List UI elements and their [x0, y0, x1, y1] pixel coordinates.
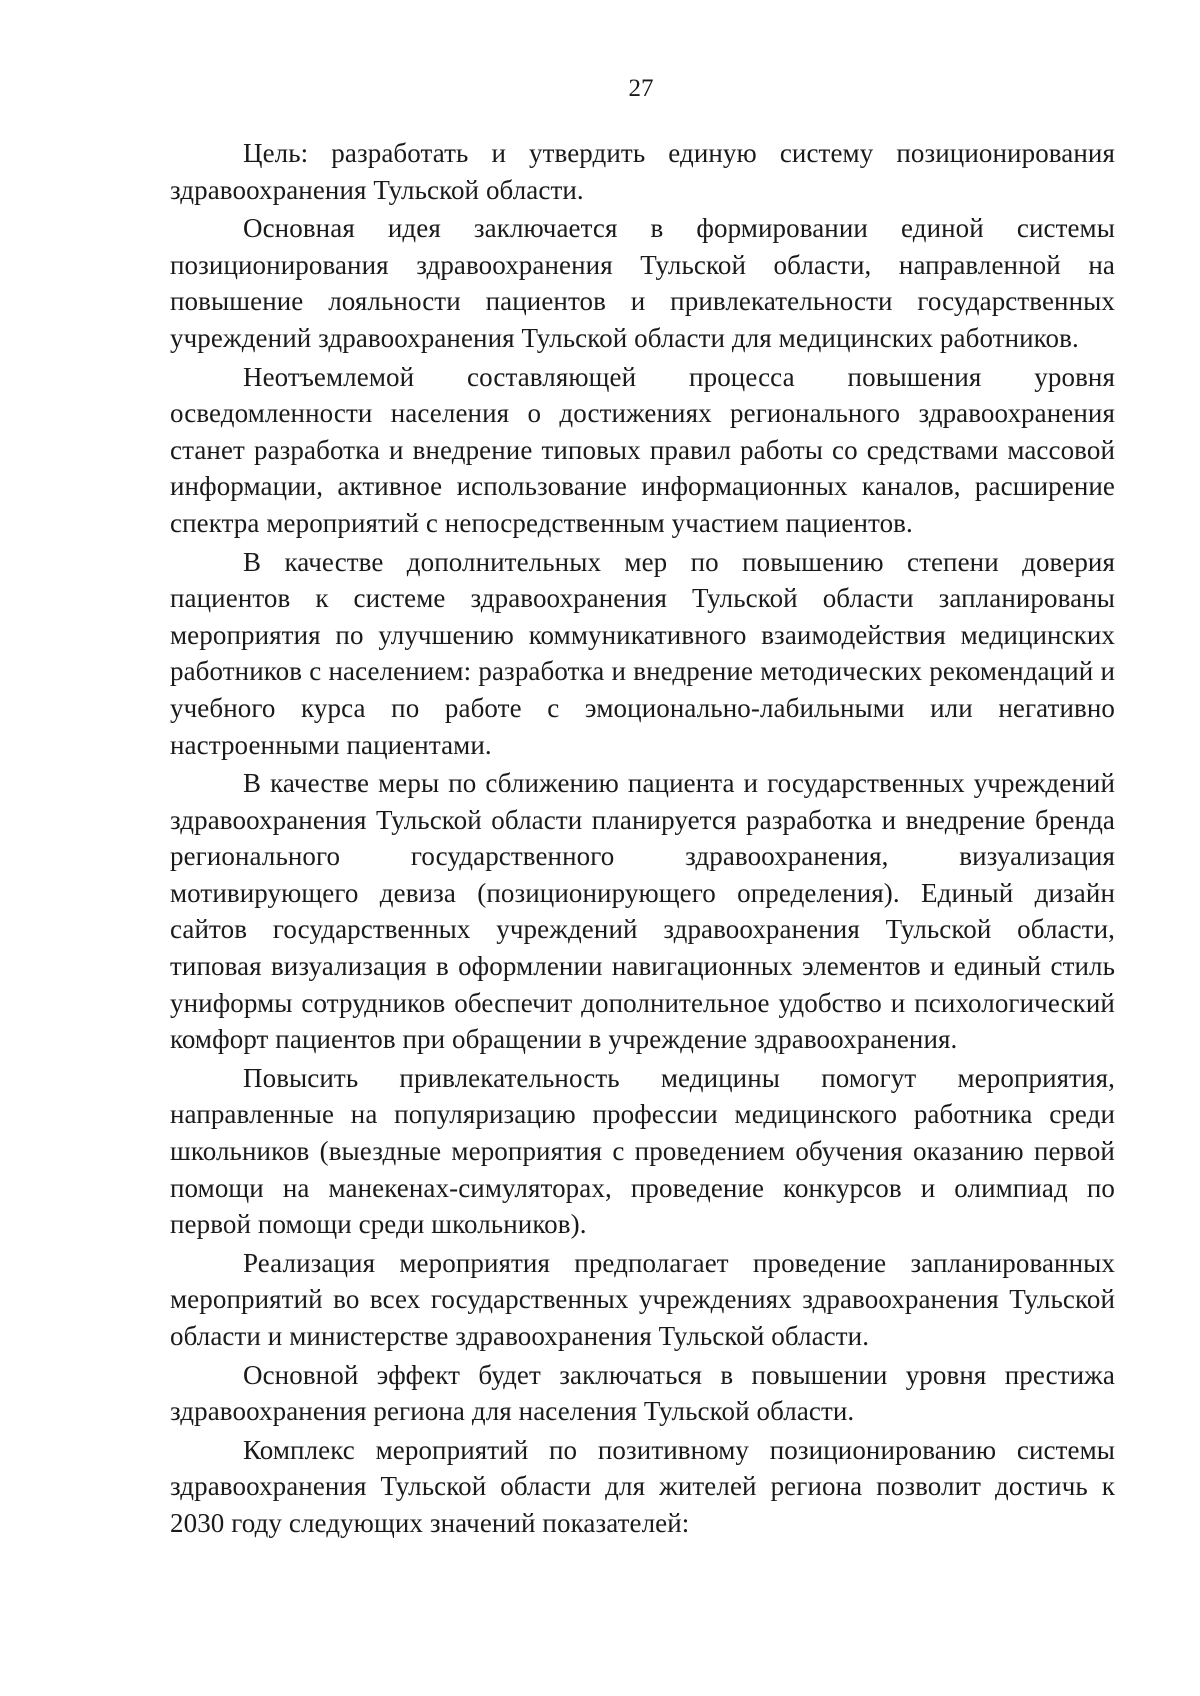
paragraph-awareness: Неотъемлемой составляющей процесса повышения уровня осведомленности населения о достижениях регионального здравоохранения станет разработка и внедрение типовых правил работы со средствами массовой информации, активное использование информационных каналов, расширение спектра мероприятий с непосредственным участием пациентов. — [170, 361, 1115, 538]
document-body — [170, 135, 1115, 1544]
paragraph-goal: Цель: разработать и утвердить единую систему позиционирования здравоохранения Тульской области. — [170, 138, 1115, 205]
paragraph-main-idea: Основная идея заключается в формировании единой системы позиционирования здравоохранения Тульской области, направленной на повышение лояльности пациентов и привлекательности государственных учреждений здравоохранения Тульской области для медицинских работников. — [170, 213, 1115, 353]
paragraph-attractiveness: Повысить привлекательность медицины помогут мероприятия, направленные на популяризацию профессии медицинского работника среди школьников (выездные мероприятия с проведением обучения оказанию первой помощи на манекенах-симуляторах, проведение конкурсов и олимпиад по первой помощи среди школьников). — [170, 1062, 1115, 1240]
paragraph-trust-measures: В качестве дополнительных мер по повышению степени доверия пациентов к системе здравоохранения Тульской области запланированы мероприятия по улучшению коммуникативного взаимодействия медицинских работников с населением: разработка и внедрение методических рекомендаций и учебного курса по работе с эмоционально-лабильными или негативно настроенными пациентами. — [170, 546, 1115, 760]
paragraph-branding: В качестве меры по сближению пациента и государственных учреждений здравоохранения Тульской области планируется разработка и внедрение бренда регионального государственного здравоохранения, визуализация мотивирующего девиза (позиционирующего определения). Единый дизайн сайтов государственных учреждений здравоохранения Тульской области, типовая визуализация в оформлении навигационных элементов и единый стиль униформы сотрудников обеспечит дополнительное удобство и психологический комфорт пациентов при обращении в учреждение здравоохранения. — [170, 768, 1115, 1055]
paragraph-implementation: Реализация мероприятия предполагает проведение запланированных мероприятий во всех государственных учреждениях здравоохранения Тульской области и министерстве здравоохранения Тульской области. — [170, 1247, 1115, 1351]
paragraph-main-effect: Основной эффект будет заключаться в повышении уровня престижа здравоохранения региона для населения Тульской области. — [170, 1359, 1115, 1427]
paragraph-indicators-intro: Комплекс мероприятий по позитивному позиционированию системы здравоохранения Тульской области для жителей региона позволит достичь к 2030 году следующих значений показателей: — [170, 1434, 1115, 1538]
page-number: 27 — [628, 75, 654, 102]
